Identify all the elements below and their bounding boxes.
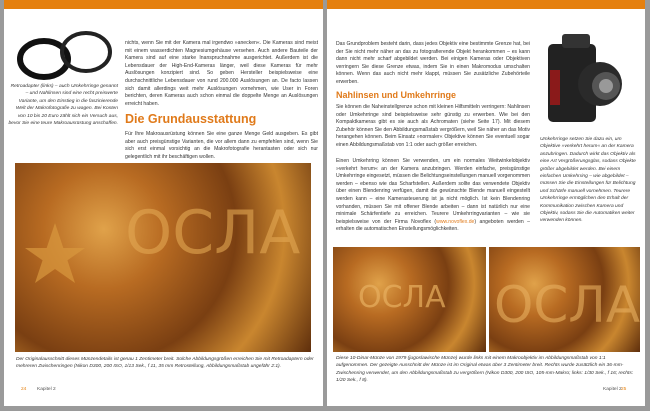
section-paragraph: Für Ihre Makroausrüstung können Sie eine ganze Menge Geld ausgeben. Es gibt aber auch preisgünstige Varianten, die vor allem dann zu empfehlen sind, wenn Sie sich erst einmal vorsichtig an die Makrofotografie herantasten oder sich nur gelegentlich mit ihr beschäftigen wollen. [125, 131, 318, 160]
section-heading: Nahlinsen und Umkehrringe [336, 90, 457, 100]
paragraph-2-end: ) angeboten werden – erhalten die automatischen Einstellungsmöglichkeiten. [336, 218, 530, 233]
header-bar [4, 0, 323, 9]
intro-paragraph: nichts, wenn Sie mit der Kamera mal irgendwo »anecken«. Die Kameras sind meist mit einem wasserdichten Magnesiumgehäuse versehen. Auch andere Bauteile der Kamera sind auf eine starke Inanspruchnahme ausgerichtet. Außerdem ist die Lebensdauer der High-End-Kameras länger, weil diese Kameras für mehr Auslösungen konzipiert sind. So geben Hersteller beispielsweise eine durchschnittliche Lebensdauer von rund 200.000 Auslösungen an. De facto lassen sich damit allerdings weit mehr Auslösungen vornehmen, wie User in Foren berichten, deren Kameras auch schon einmal die doppelte Menge an Auslösungen erreicht haben. [125, 40, 318, 107]
coin-image-left [333, 247, 486, 352]
right-page [327, 0, 645, 406]
coin-letters: ОСЛА [494, 276, 640, 334]
chapter-label: Kapitel 2 [37, 387, 56, 392]
camera-caption: Umkehrringe setzen Sie dazu ein, um Objektive »verkehrt herum« an der Kamera anzubringen. Dadurch wirkt das Objektiv als eine Art Vergrößerungsglas, sodass Objekte größer abgebildet werden. Bei einem einfachen Umkehrring – wie abgebildet – müssen Sie die Einstellungen für Belichtung und Schärfe manuell vornehmen. Teurere Umkehrringe ermöglichen den Erhalt der Kommunikation zwischen Kamera und Objektiv, sodass Sie die Automatiken weiter verwenden können. [540, 137, 636, 224]
rings-image [14, 26, 114, 80]
camera-image [540, 22, 635, 127]
coin-letters: ОСЛА [358, 280, 446, 315]
page-number: 24 [21, 387, 27, 392]
coins-caption: Diese 10-Dinar-Münze von 1979 (jugoslawische Münze) wurde links mit einem Makroobjektiv im Abbildungsmaßstab von 1:1 aufgenommen. Der gezeigte Ausschnitt der Münze ist im Original etwas über 3 Zentimeter breit. Rechts wurde zusätzlich ein 36-mm-Zwischenring verwendet, um den Abbildungsmaßstab zu vergrößern (Nikon D300, 200 ISO, 105-mm-Makro; links: 1/30 Sek., f 16; rechts: 1/20 Sek., f 8). [336, 356, 634, 384]
section-heading: Die Grundausstattung [125, 112, 257, 126]
header-bar [327, 0, 645, 9]
paragraph-1: Sie können die Naheinstellgrenze schon mit kleinen Hilfsmitteln verringern: Nahlinsen oder Umkehrringe sind beispielsweise sehr günstig zu erwerben. Wie bei den Kompaktkameras gibt es sie auch als Achromaten (siehe Seite 17). Mit diesem Zubehör können Sie den Abbildungsmaßstab vergrößern, weil Sie näher an das Motiv herangehen können. Beim Einsatz »normaler« Objektive können Sie eventuell sogar einen Abbildungsmaßstab von 1:1 oder auch größer erreichen. [336, 104, 530, 148]
coin-caption: Der Originalausschnitt dieses Münzendetails ist genau 1 Zentimeter breit. Solche Abbildungsgrößen erreichen Sie mit Retroadaptern oder mehreren Zwischenringen (Nikon D300, 200 ISO, 1/13 Sek., f 11, 35 mm Retrostellung, Abbildungsmaßstab ungefähr 2:1). [16, 357, 314, 370]
paragraph-2-text: Einen Umkehrring können Sie verwenden, um ein normales Weitwinkelobjektiv »verkehrt herum« an der Kamera anzubringen. Werden einfache, preisgünstige Umkehrringe eingesetzt, müssen die Belichtungseinstellungen manuell vorgenommen werden – ebenso wie das Scharfstellen. Außerdem sollte das verwendete Objektiv über einen Blendenring verfügen, damit die gewünschte Blende manuell eingestellt werden kann – eine Kamerasteuerung ist ja nicht möglich. Ist kein Blendenring vorhanden, müssen Sie mit offener Blende arbeiten – dann ist natürlich nur eine minimale Schärfentiefe zu erreichen. Teurere Umkehrringvarianten – wie sie beispielsweise von der Firma Novoflex ( [336, 158, 530, 225]
coin-detail-image [15, 163, 311, 352]
rings-caption: Retroadapter (links) – auch Umkehrringe genannt – und Nahlinsen sind eine recht preiswerte Variante, um den Einstieg in die faszinierende Welt der Makrofotografie zu wagen. Bei Kosten von 10 bis 20 Euro zählt sich ein Versuch aus, bevor Sie eine teure Makroausrüstung anschaffen. [8, 84, 118, 127]
novoflex-link[interactable]: www.novoflex.de [436, 218, 475, 225]
coin-image-right [489, 247, 640, 352]
intro-paragraph: Das Grundproblem besteht darin, dass jedes Objektiv eine bestimmte Grenze hat, bei der Sie nicht mehr näher an das zu fotografierende Objekt herankommen – es kann dann nicht mehr scharf abgebildet werden. Bei einigen Kameras oder Objektiven verringern Sie diese Grenze etwas, indem Sie in einen Makromodus umschalten können. Wenn das auch nicht mehr klappt, müssen Sie zusätzliche Zubehörteile erwerben. [336, 41, 530, 85]
page-number: 25 [621, 387, 627, 392]
chapter-label: Kapitel 2 [603, 387, 622, 392]
coin-letters: ОСЛА [125, 198, 301, 268]
paragraph-2 [336, 158, 530, 234]
left-page [4, 0, 323, 406]
